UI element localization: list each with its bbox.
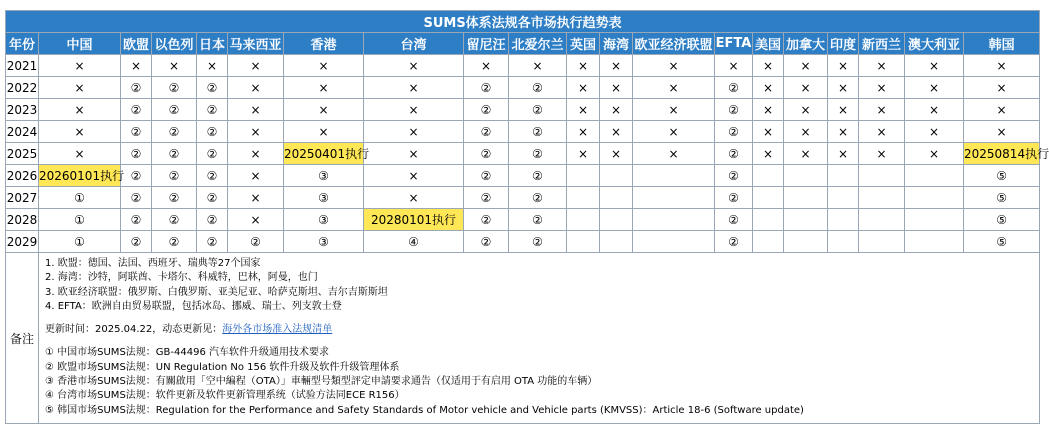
table-cell: × — [784, 99, 828, 121]
table-cell: × — [753, 121, 784, 143]
regulation-item: ④ 台湾市场SUMS法规：软件更新及软件更新管理系统（试验方法同ECE R156） — [45, 390, 405, 402]
table-cell: ① — [39, 209, 121, 231]
table-cell: ② — [121, 165, 152, 187]
table-row — [6, 77, 1040, 99]
table-cell — [753, 231, 784, 253]
table-cell: ② — [121, 231, 152, 253]
table-cell: ⑤ — [964, 231, 1040, 253]
table-cell — [784, 165, 828, 187]
table-cell: ② — [509, 165, 567, 187]
sums-table-container — [5, 10, 1049, 424]
table-cell: ② — [197, 209, 228, 231]
table-cell: ② — [152, 99, 197, 121]
region-definitions — [45, 257, 1033, 314]
table-cell — [859, 187, 905, 209]
table-cell — [753, 165, 784, 187]
table-cell: × — [964, 99, 1040, 121]
table-cell: 20250814执行 — [964, 143, 1040, 165]
table-cell: × — [859, 121, 905, 143]
column-header-row — [6, 33, 1040, 55]
table-cell: × — [567, 77, 600, 99]
table-cell: ② — [121, 121, 152, 143]
year-cell: 2028 — [6, 209, 39, 231]
table-cell: ⑤ — [964, 165, 1040, 187]
table-cell: ② — [152, 187, 197, 209]
table-cell: × — [228, 55, 284, 77]
table-cell: × — [859, 143, 905, 165]
column-header: 北爱尔兰 — [509, 33, 567, 55]
regulation-item: ⑤ 韩国市场SUMS法规：Regulation for the Performance and Safety Standards of Motor vehicle and Vehicle parts (KMVSS)：Article 18-6 (Software update) — [45, 404, 804, 416]
table-cell: ② — [509, 99, 567, 121]
table-cell: × — [228, 77, 284, 99]
table-cell — [859, 231, 905, 253]
table-cell: × — [284, 121, 364, 143]
table-cell — [600, 165, 633, 187]
table-cell: ① — [39, 231, 121, 253]
table-cell: × — [715, 55, 753, 77]
table-cell — [828, 231, 859, 253]
column-header: 欧盟 — [121, 33, 152, 55]
table-cell — [784, 209, 828, 231]
table-cell: ② — [464, 209, 509, 231]
table-cell: × — [364, 55, 464, 77]
table-cell: × — [228, 121, 284, 143]
column-header: 留尼汪 — [464, 33, 509, 55]
table-cell: × — [152, 55, 197, 77]
table-cell — [753, 209, 784, 231]
table-cell — [567, 187, 600, 209]
table-cell: × — [567, 121, 600, 143]
table-cell: ④ — [364, 231, 464, 253]
regulation-item: ③ 香港市场SUMS法规：有關啟用「空中編程（OTA）」車輛型号類型評定申請要求通告（仅适用于有启用 OTA 功能的车辆） — [45, 376, 598, 388]
regulation-item: ② 欧盟市场SUMS法规：UN Regulation No 156 软件升级及软件升级管理体系 — [45, 361, 400, 373]
table-cell: × — [364, 121, 464, 143]
table-cell: ② — [197, 231, 228, 253]
table-cell: × — [784, 143, 828, 165]
table-cell: 20260101执行 — [39, 165, 121, 187]
table-cell: ② — [509, 209, 567, 231]
table-cell: × — [600, 55, 633, 77]
table-title: SUMS体系法规各市场执行趋势表 — [6, 11, 1040, 33]
table-cell: × — [859, 77, 905, 99]
table-cell: × — [828, 99, 859, 121]
column-header: 马来西亚 — [228, 33, 284, 55]
table-row — [6, 165, 1040, 187]
table-cell: ① — [39, 187, 121, 209]
table-row — [6, 99, 1040, 121]
column-header: 中国 — [39, 33, 121, 55]
table-cell: ② — [152, 209, 197, 231]
table-cell: 20250401执行 — [284, 143, 364, 165]
table-cell: ② — [509, 187, 567, 209]
column-header: 日本 — [197, 33, 228, 55]
table-cell: × — [828, 143, 859, 165]
column-header: 英国 — [567, 33, 600, 55]
table-cell: × — [600, 99, 633, 121]
notes-row — [6, 253, 1040, 424]
table-cell: × — [364, 99, 464, 121]
table-cell: × — [567, 99, 600, 121]
table-cell: × — [633, 99, 715, 121]
table-cell: × — [228, 165, 284, 187]
table-cell: ② — [715, 121, 753, 143]
table-cell — [633, 187, 715, 209]
table-cell: × — [284, 77, 364, 99]
table-cell: ② — [197, 143, 228, 165]
table-cell — [567, 209, 600, 231]
table-cell: × — [364, 187, 464, 209]
table-cell: ② — [509, 121, 567, 143]
update-time-text: 更新时间：2025.04.22，动态更新见： — [45, 324, 223, 336]
table-cell: ② — [197, 99, 228, 121]
table-cell: ⑤ — [964, 209, 1040, 231]
table-cell: × — [284, 55, 364, 77]
table-cell — [905, 187, 964, 209]
table-cell: × — [964, 77, 1040, 99]
table-cell — [753, 187, 784, 209]
year-cell: 2022 — [6, 77, 39, 99]
table-cell: ② — [715, 77, 753, 99]
table-cell: × — [509, 55, 567, 77]
table-cell: ② — [715, 209, 753, 231]
table-cell: ② — [197, 77, 228, 99]
table-cell: ② — [121, 143, 152, 165]
table-cell — [828, 187, 859, 209]
table-cell: ② — [464, 77, 509, 99]
column-header: 美国 — [753, 33, 784, 55]
table-cell: ② — [464, 143, 509, 165]
column-header: 以色列 — [152, 33, 197, 55]
table-cell: ② — [121, 187, 152, 209]
table-cell — [784, 231, 828, 253]
table-cell: × — [197, 55, 228, 77]
table-cell: ⑤ — [964, 187, 1040, 209]
table-cell: × — [39, 121, 121, 143]
year-cell: 2024 — [6, 121, 39, 143]
table-cell: ② — [464, 99, 509, 121]
table-cell: × — [753, 143, 784, 165]
table-cell: ② — [715, 165, 753, 187]
table-cell — [859, 165, 905, 187]
column-header: 海湾 — [600, 33, 633, 55]
column-header: 香港 — [284, 33, 364, 55]
column-header: 欧亚经济联盟 — [633, 33, 715, 55]
table-cell: × — [905, 99, 964, 121]
table-cell: × — [600, 121, 633, 143]
regulation-item: ① 中国市场SUMS法规：GB-44496 汽车软件升级通用技术要求 — [45, 347, 329, 359]
table-row — [6, 231, 1040, 253]
table-cell — [600, 231, 633, 253]
table-row — [6, 187, 1040, 209]
regulation-list — [45, 346, 1033, 417]
table-cell: × — [859, 55, 905, 77]
table-cell: ② — [197, 121, 228, 143]
notes-content — [39, 253, 1040, 424]
column-header: 印度 — [828, 33, 859, 55]
table-cell — [828, 209, 859, 231]
table-cell: × — [284, 99, 364, 121]
year-cell: 2029 — [6, 231, 39, 253]
table-cell — [600, 187, 633, 209]
table-cell: × — [753, 55, 784, 77]
table-cell: ② — [509, 231, 567, 253]
table-cell: × — [228, 209, 284, 231]
table-cell: ② — [152, 231, 197, 253]
table-cell: 20280101执行 — [364, 209, 464, 231]
table-cell: ② — [715, 187, 753, 209]
table-row — [6, 209, 1040, 231]
region-definition-item: 1. 欧盟：德国、法国、西班牙、瑞典等27个国家 — [45, 258, 261, 269]
table-cell: × — [364, 77, 464, 99]
table-cell: × — [905, 143, 964, 165]
table-cell: ② — [464, 187, 509, 209]
table-cell: × — [464, 55, 509, 77]
table-cell: ② — [464, 231, 509, 253]
table-cell: ② — [509, 77, 567, 99]
table-cell: × — [39, 77, 121, 99]
table-cell: ② — [715, 99, 753, 121]
table-cell: × — [905, 121, 964, 143]
table-cell: × — [753, 77, 784, 99]
table-cell — [905, 231, 964, 253]
table-cell: × — [633, 143, 715, 165]
table-cell — [633, 231, 715, 253]
table-cell: × — [39, 99, 121, 121]
column-header: EFTA — [715, 33, 753, 55]
column-header: 新西兰 — [859, 33, 905, 55]
year-cell: 2027 — [6, 187, 39, 209]
column-header: 加拿大 — [784, 33, 828, 55]
column-header: 年份 — [6, 33, 39, 55]
table-cell: × — [633, 77, 715, 99]
table-row — [6, 55, 1040, 77]
table-cell — [567, 231, 600, 253]
table-cell: × — [964, 55, 1040, 77]
table-cell: ② — [152, 77, 197, 99]
table-body — [6, 55, 1049, 253]
table-cell: ③ — [284, 165, 364, 187]
table-cell: ③ — [284, 187, 364, 209]
table-row — [6, 143, 1040, 165]
table-cell: ② — [715, 231, 753, 253]
column-header: 台湾 — [364, 33, 464, 55]
table-cell: × — [784, 77, 828, 99]
table-cell: × — [364, 143, 464, 165]
notes-label: 备注 — [6, 253, 39, 424]
table-cell: × — [39, 143, 121, 165]
table-cell: × — [364, 165, 464, 187]
overseas-regulations-link[interactable]: 海外各市场准入法规清单 — [222, 324, 333, 336]
table-cell: × — [600, 143, 633, 165]
table-cell: × — [228, 99, 284, 121]
table-cell: × — [633, 55, 715, 77]
table-cell: × — [567, 143, 600, 165]
region-definition-item: 4. EFTA：欧洲自由贸易联盟，包括冰岛、挪威、瑞士、列支敦士登 — [45, 300, 342, 312]
table-cell — [633, 165, 715, 187]
table-cell — [633, 209, 715, 231]
table-cell: × — [828, 121, 859, 143]
column-header: 澳大利亚 — [905, 33, 964, 55]
table-cell — [784, 187, 828, 209]
table-cell: × — [567, 55, 600, 77]
year-cell: 2023 — [6, 99, 39, 121]
table-cell: × — [228, 187, 284, 209]
table-cell: ② — [197, 187, 228, 209]
year-cell: 2025 — [6, 143, 39, 165]
column-header: 韩国 — [964, 33, 1040, 55]
table-cell — [828, 165, 859, 187]
table-cell: × — [828, 55, 859, 77]
region-definition-item: 2. 海湾：沙特，阿联酋、卡塔尔、科威特，巴林，阿曼，也门 — [45, 272, 318, 284]
table-cell: × — [859, 99, 905, 121]
table-cell: × — [39, 55, 121, 77]
table-cell: ② — [197, 165, 228, 187]
table-cell: ③ — [284, 231, 364, 253]
table-cell: ② — [152, 165, 197, 187]
table-cell: ② — [715, 143, 753, 165]
table-cell: ③ — [284, 209, 364, 231]
year-cell: 2021 — [6, 55, 39, 77]
table-cell: ② — [152, 121, 197, 143]
table-cell: × — [753, 99, 784, 121]
table-cell: ② — [121, 77, 152, 99]
table-cell: ② — [464, 121, 509, 143]
table-cell: ② — [152, 143, 197, 165]
year-cell: 2026 — [6, 165, 39, 187]
table-row — [6, 121, 1040, 143]
table-cell — [905, 165, 964, 187]
table-cell: ② — [464, 165, 509, 187]
table-cell: ② — [121, 209, 152, 231]
update-line — [45, 323, 1033, 337]
table-cell: × — [600, 77, 633, 99]
table-cell: × — [228, 143, 284, 165]
table-cell: ② — [228, 231, 284, 253]
table-cell: × — [784, 121, 828, 143]
sums-trend-table — [5, 10, 1049, 424]
table-cell: × — [784, 55, 828, 77]
table-cell: × — [121, 55, 152, 77]
table-cell: × — [828, 77, 859, 99]
table-cell — [859, 209, 905, 231]
table-cell: × — [964, 121, 1040, 143]
region-definition-item: 3. 欧亚经济联盟：俄罗斯、白俄罗斯、亚美尼亚、哈萨克斯坦、吉尔吉斯斯坦 — [45, 286, 388, 298]
table-cell — [905, 209, 964, 231]
table-cell: × — [633, 121, 715, 143]
table-cell — [600, 209, 633, 231]
table-cell: ② — [509, 143, 567, 165]
table-cell — [567, 165, 600, 187]
table-cell: × — [905, 77, 964, 99]
table-cell: ② — [121, 99, 152, 121]
table-cell: × — [905, 55, 964, 77]
